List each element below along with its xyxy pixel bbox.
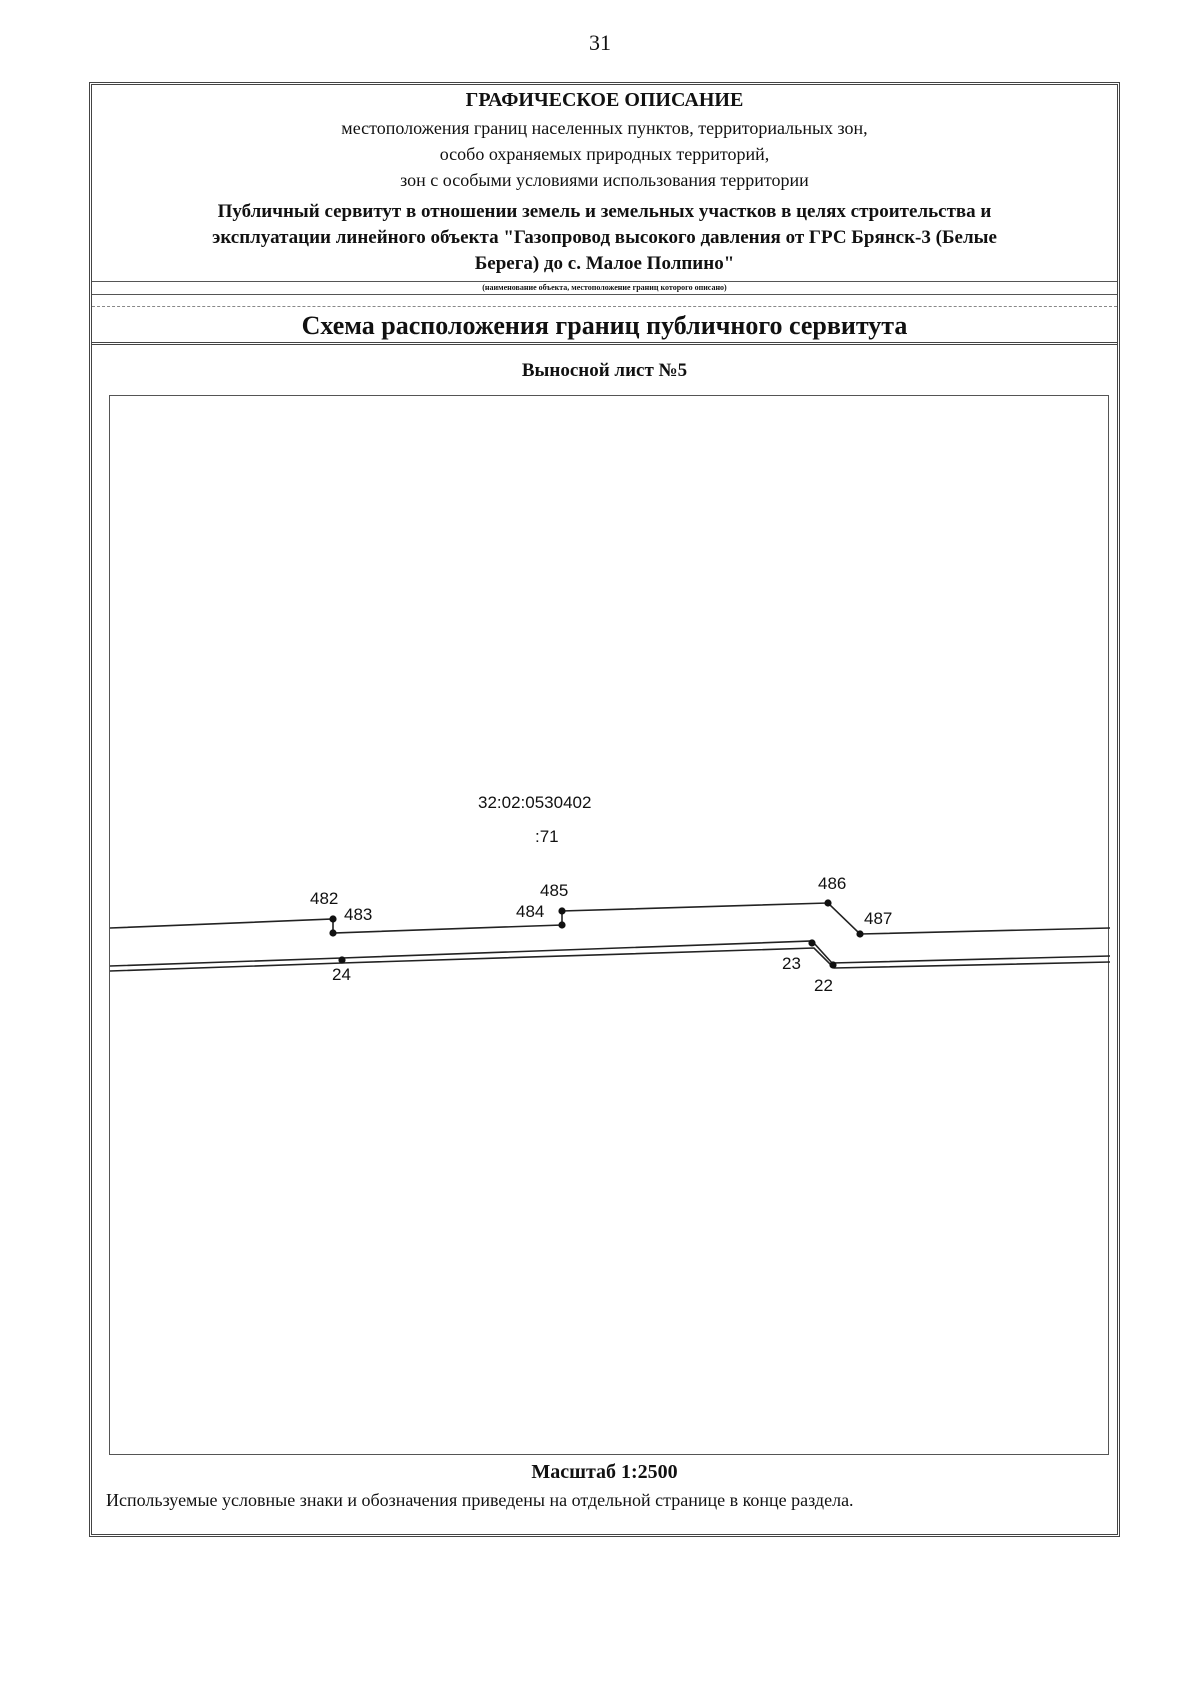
boundary-point-485 <box>558 907 565 914</box>
subtitle-line: зон с особыми условиями использования территории <box>400 170 809 190</box>
object-line: Берега) до с. Малое Полпино" <box>474 253 735 274</box>
parcel-point-22 <box>829 961 836 968</box>
servitude-boundary <box>110 903 1110 934</box>
object-caption: (наименование объекта, местоположение границ которого описано) <box>92 281 1117 295</box>
boundary-point-486 <box>824 899 831 906</box>
parcel-point-24 <box>338 956 345 963</box>
header-box <box>92 85 1117 345</box>
doc-subtitle <box>92 115 1117 193</box>
divider <box>92 306 1117 307</box>
parcel-point-23 <box>808 939 815 946</box>
subtitle-line: местоположения границ населенных пунктов, территориальных зон, <box>341 118 868 138</box>
cadastral-block-label: 32:02:0530402 <box>478 793 592 812</box>
boundary-point-482 <box>329 915 336 922</box>
parcel-boundary-outer <box>110 941 1110 966</box>
boundary-point-484 <box>558 921 565 928</box>
object-line: Публичный сервитут в отношении земель и земельных участков в целях строительства и <box>217 201 992 222</box>
point-label-485: 485 <box>540 881 569 900</box>
boundary-point-487 <box>856 930 863 937</box>
point-label-484: 484 <box>516 902 545 921</box>
point-label-23: 23 <box>782 954 801 973</box>
boundary-point-483 <box>329 929 336 936</box>
subtitle-line: особо охраняемых природных территорий, <box>439 144 770 164</box>
legend-note: Используемые условные знаки и обозначения приведены на отдельной странице в конце раздела. <box>106 1490 854 1510</box>
point-label-22: 22 <box>814 976 833 995</box>
scale-label: Масштаб 1:2500 <box>531 1461 678 1483</box>
doc-title: ГРАФИЧЕСКОЕ ОПИСАНИЕ <box>465 89 744 111</box>
map-drawing <box>110 396 1110 1456</box>
map-area <box>109 395 1109 1455</box>
object-name <box>132 199 1077 277</box>
sheet-label: Выносной лист №5 <box>521 360 688 381</box>
point-label-487: 487 <box>864 909 893 928</box>
point-label-483: 483 <box>344 905 373 924</box>
object-line: эксплуатации линейного объекта "Газопровод высокого давления от ГРС Брянск-3 (Белые <box>212 227 997 248</box>
document-frame <box>89 82 1120 1537</box>
parcel-label: :71 <box>535 827 559 846</box>
page-number: 31 <box>589 30 611 55</box>
point-label-486: 486 <box>818 874 847 893</box>
scheme-title: Схема расположения границ публичного сервитута <box>301 311 908 340</box>
point-label-482: 482 <box>310 889 339 908</box>
point-label-24: 24 <box>332 965 351 984</box>
